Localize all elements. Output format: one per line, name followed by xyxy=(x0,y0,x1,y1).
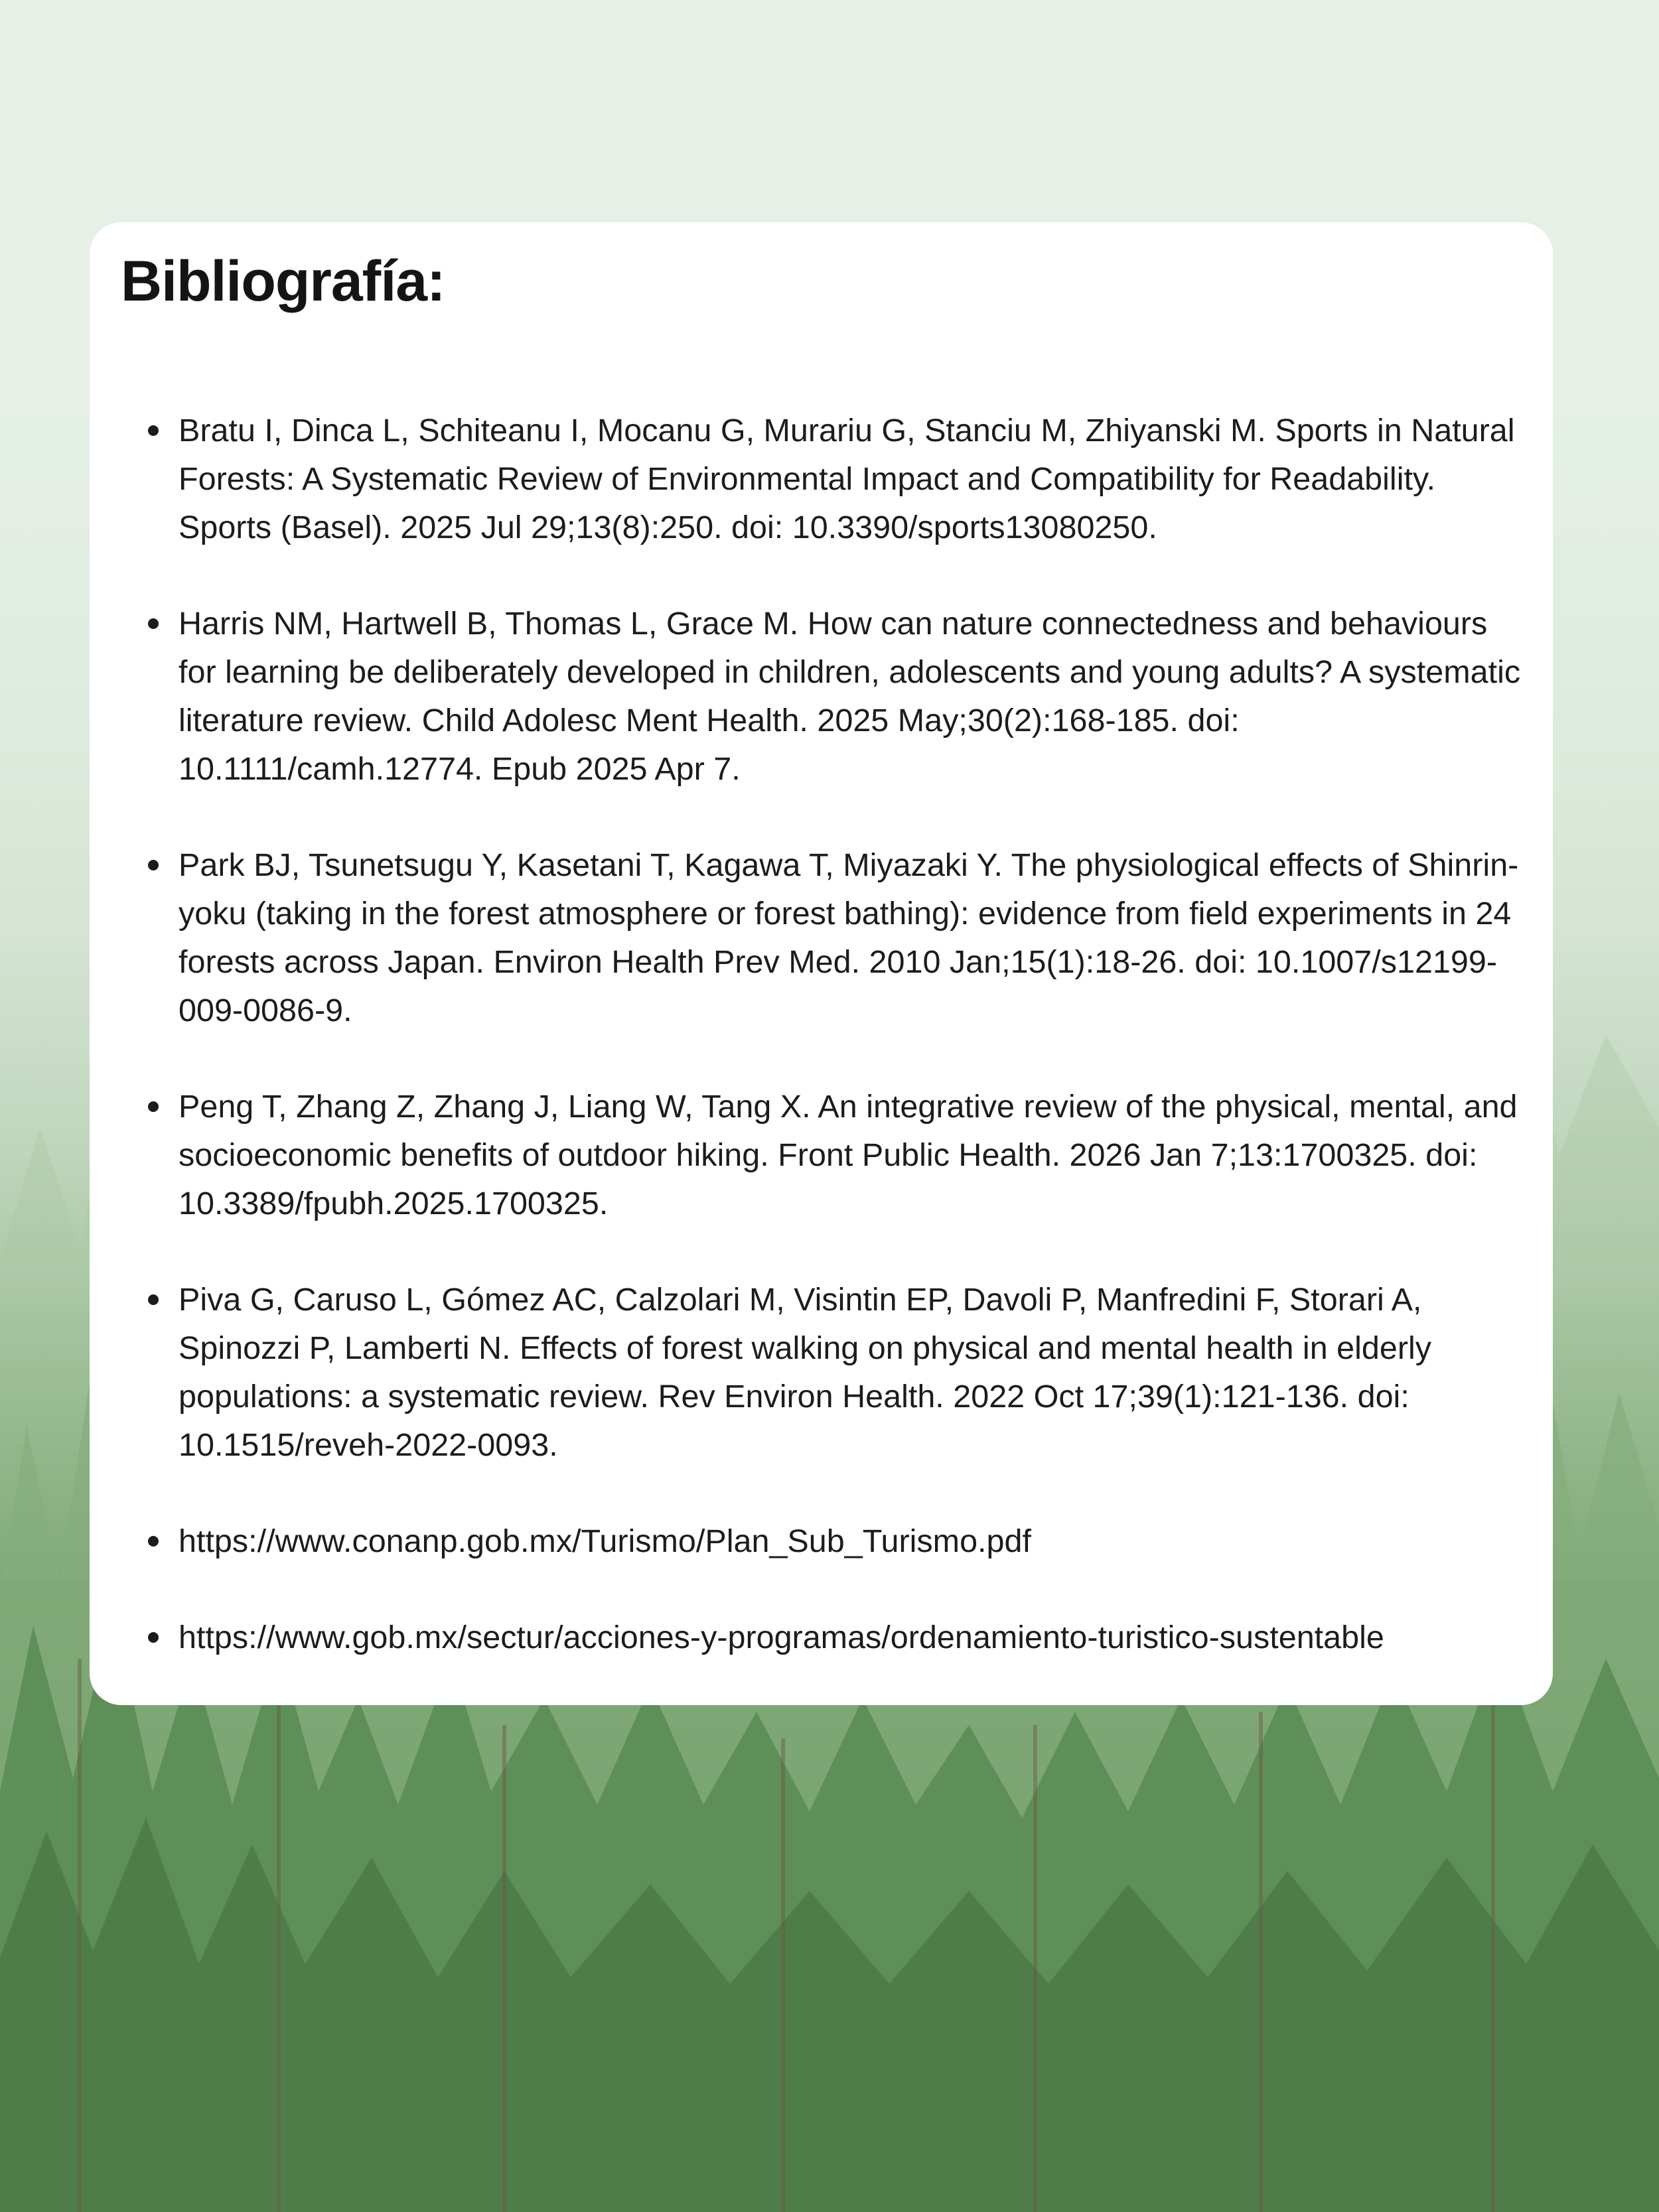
reference-link-item[interactable] xyxy=(90,1614,1553,1662)
bullet-icon xyxy=(148,1536,159,1547)
reference-text: Piva G, Caruso L, Gómez AC, Calzolari M, Visintin EP, Davoli P, Manfredini F, Storari A, Spinozzi P, Lamberti N. Effects of forest walking on physical and mental health in elderly populations: a systematic review. Rev Environ Health. 2022 Oct 17;39(1):121-136. doi: 10.1515/reveh-2022-0093. xyxy=(179,1282,1432,1463)
reference-link[interactable]: https://www.gob.mx/sectur/acciones-y-programas/ordenamiento-turistico-sustentable xyxy=(179,1620,1384,1655)
bullet-icon xyxy=(148,618,159,629)
reference-item xyxy=(90,841,1553,1035)
reference-text: Harris NM, Hartwell B, Thomas L, Grace M. How can nature connectedness and behaviours for learning be deliberately developed in children, adolescents and young adults? A systematic literature review. Child Adolesc Ment Health. 2025 May;30(2):168-185. doi: 10.1111/camh.12774. Epub 2025 Apr 7. xyxy=(179,606,1521,787)
reference-text: Bratu I, Dinca L, Schiteanu I, Mocanu G, Murariu G, Stanciu M, Zhiyanski M. Sports in Natural Forests: A Systematic Review of Environmental Impact and Compatibility for Readability. Sports (Basel). 2025 Jul 29;13(8):250. doi: 10.3390/sports13080250. xyxy=(179,413,1515,545)
reference-item xyxy=(90,407,1553,552)
reference-item xyxy=(90,600,1553,794)
bullet-icon xyxy=(148,1294,159,1305)
bibliography-card xyxy=(90,222,1553,1705)
page-title: Bibliografía: xyxy=(121,249,445,313)
reference-item xyxy=(90,1083,1553,1228)
reference-link-item[interactable] xyxy=(90,1517,1553,1566)
reference-item xyxy=(90,1276,1553,1470)
reference-list xyxy=(90,407,1553,1710)
bullet-icon xyxy=(148,1101,159,1112)
bullet-icon xyxy=(148,1632,159,1643)
reference-link[interactable]: https://www.conanp.gob.mx/Turismo/Plan_Sub_Turismo.pdf xyxy=(179,1523,1031,1559)
reference-text: Park BJ, Tsunetsugu Y, Kasetani T, Kagawa T, Miyazaki Y. The physiological effects of Shinrin-yoku (taking in the forest atmosphere or forest bathing): evidence from field experiments in 24 forests across Japan. Environ Health Prev Med. 2010 Jan;15(1):18-26. doi: 10.1007/s12199-009-0086-9. xyxy=(179,847,1519,1028)
bullet-icon xyxy=(148,425,159,436)
reference-text: Peng T, Zhang Z, Zhang J, Liang W, Tang X. An integrative review of the physical, mental, and socioeconomic benefits of outdoor hiking. Front Public Health. 2026 Jan 7;13:1700325. doi: 10.3389/fpubh.2025.1700325. xyxy=(179,1089,1518,1221)
bullet-icon xyxy=(148,860,159,870)
